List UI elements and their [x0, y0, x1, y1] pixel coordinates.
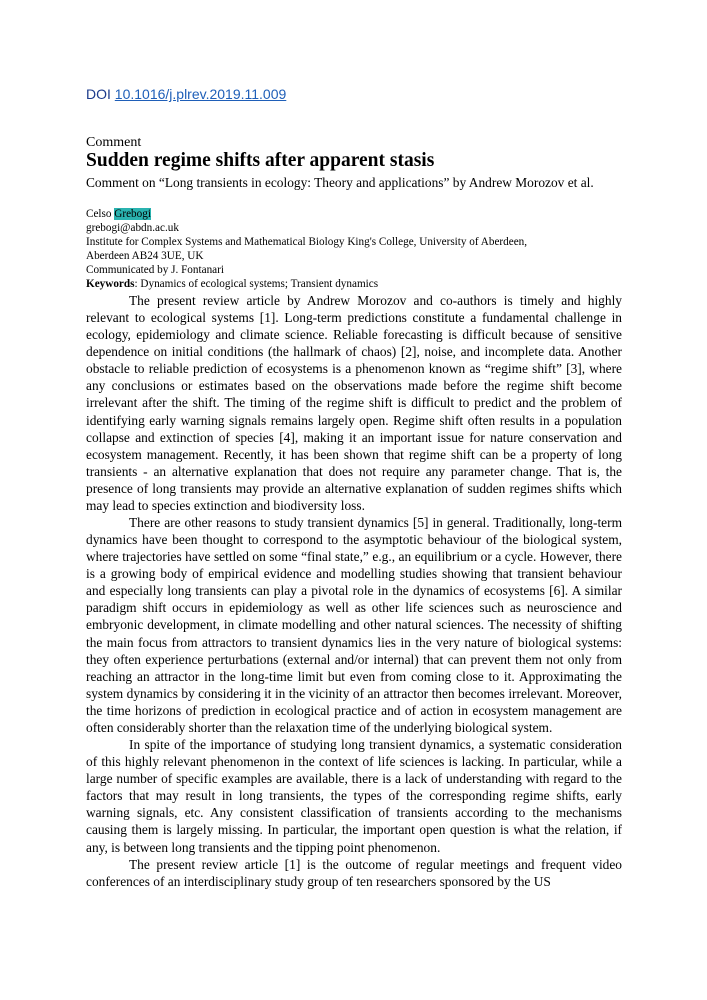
body-paragraph: In spite of the importance of studying long transient dynamics, a systematic consideration of this highly relevant phenomenon in the context of life sciences is lacking. In particular, while a large number of specific examples are available, there is a lack of understanding with regard to the factors that may result in long transients, the types of the corresponding regime shifts, early warning signals, etc. Any consistent classification of transients according to the mechanisms causing them is largely missing. In particular, the important open question is what the relation, if any, is between long transients and the tipping point phenomenon.: [86, 737, 622, 855]
author-email: grebogi@abdn.ac.uk: [86, 222, 179, 234]
keywords-label: Keywords: [86, 278, 135, 290]
doi-link[interactable]: 10.1016/j.plrev.2019.11.009: [114, 86, 287, 102]
author-last-name: Grebogi: [114, 208, 151, 220]
keywords-line: [86, 277, 378, 291]
affiliation-line-2: Aberdeen AB24 3UE, UK: [86, 250, 204, 262]
author-first-name: Celso: [86, 208, 112, 220]
section-label: Comment: [86, 135, 142, 150]
article-body: [86, 292, 622, 890]
article-title: Sudden regime shifts after apparent stasis: [86, 150, 435, 171]
doi-prefix: DOI: [86, 86, 111, 102]
body-paragraph: There are other reasons to study transient dynamics [5] in general. Traditionally, long-term dynamics have been thought to correspond to the asymptotic behaviour of the biological system, where trajectories have settled on some “final state,” e.g., an equilibrium or a cycle. However, there is a growing body of empirical evidence and modelling studies showing that transient behaviour and especially long transients can play a pivotal role in the dynamics of ecosystems [6]. A similar paradigm shift occurs in epidemiology as well as other life sciences such as neuroscience and embryonic development, in climate modelling and other natural sciences. The necessity of shifting the main focus from attractors to transient dynamics lies in the very nature of biological systems: they often experience perturbations (external and/or internal) that can prevent them not only from reaching an attractor in the long-time limit but even from coming close to it. Approximating the system dynamics by considering it in the vicinity of an attractor then becomes irrelevant. Moreover, the time horizons of prediction in ecological practice and of action in ecosystem management are often considerably shorter than the relaxation time of the underlying biological system.: [86, 515, 622, 735]
communicated-by: Communicated by J. Fontanari: [86, 264, 224, 276]
body-paragraph: The present review article by Andrew Morozov and co-authors is timely and highly relevant to ecological systems [1]. Long-term predictions constitute a fundamental challenge in ecology, epidemiology and climate science. Reliable forecasting is difficult because of sensitive dependence on initial conditions (the hallmark of chaos) [2], noise, and incomplete data. Another obstacle to reliable prediction of ecosystems is a phenomenon known as “regime shift” [3], where any conclusions or estimates based on the observations made before the regime shift become irrelevant after the shift. The timing of the regime shift is difficult to predict and the problem of identifying early warning signals remains largely open. Regime shift often results in a population collapse and extinction of species [4], making it an important issue for nature conservation and ecosystem management. Recently, it has been shown that regime shift can be a property of long transients - an alternative explanation that does not require any parameter change. That is, the presence of long transients may provide an alternative explanation of sudden regimes shifts which may lead to species extinction and biodiversity loss.: [86, 293, 622, 513]
article-subtitle: Comment on “Long transients in ecology: Theory and applications” by Andrew Morozov et al.: [86, 175, 594, 190]
body-paragraph: The present review article [1] is the outcome of regular meetings and frequent video conferences of an interdisciplinary study group of ten researchers sponsored by the US: [86, 856, 622, 889]
affiliation-line-1: Institute for Complex Systems and Mathematical Biology King's College, University of Aberdeen,: [86, 236, 528, 248]
doi-line: [86, 86, 286, 102]
keywords-text: : Dynamics of ecological systems; Transient dynamics: [134, 278, 379, 290]
author-line: [86, 207, 151, 221]
